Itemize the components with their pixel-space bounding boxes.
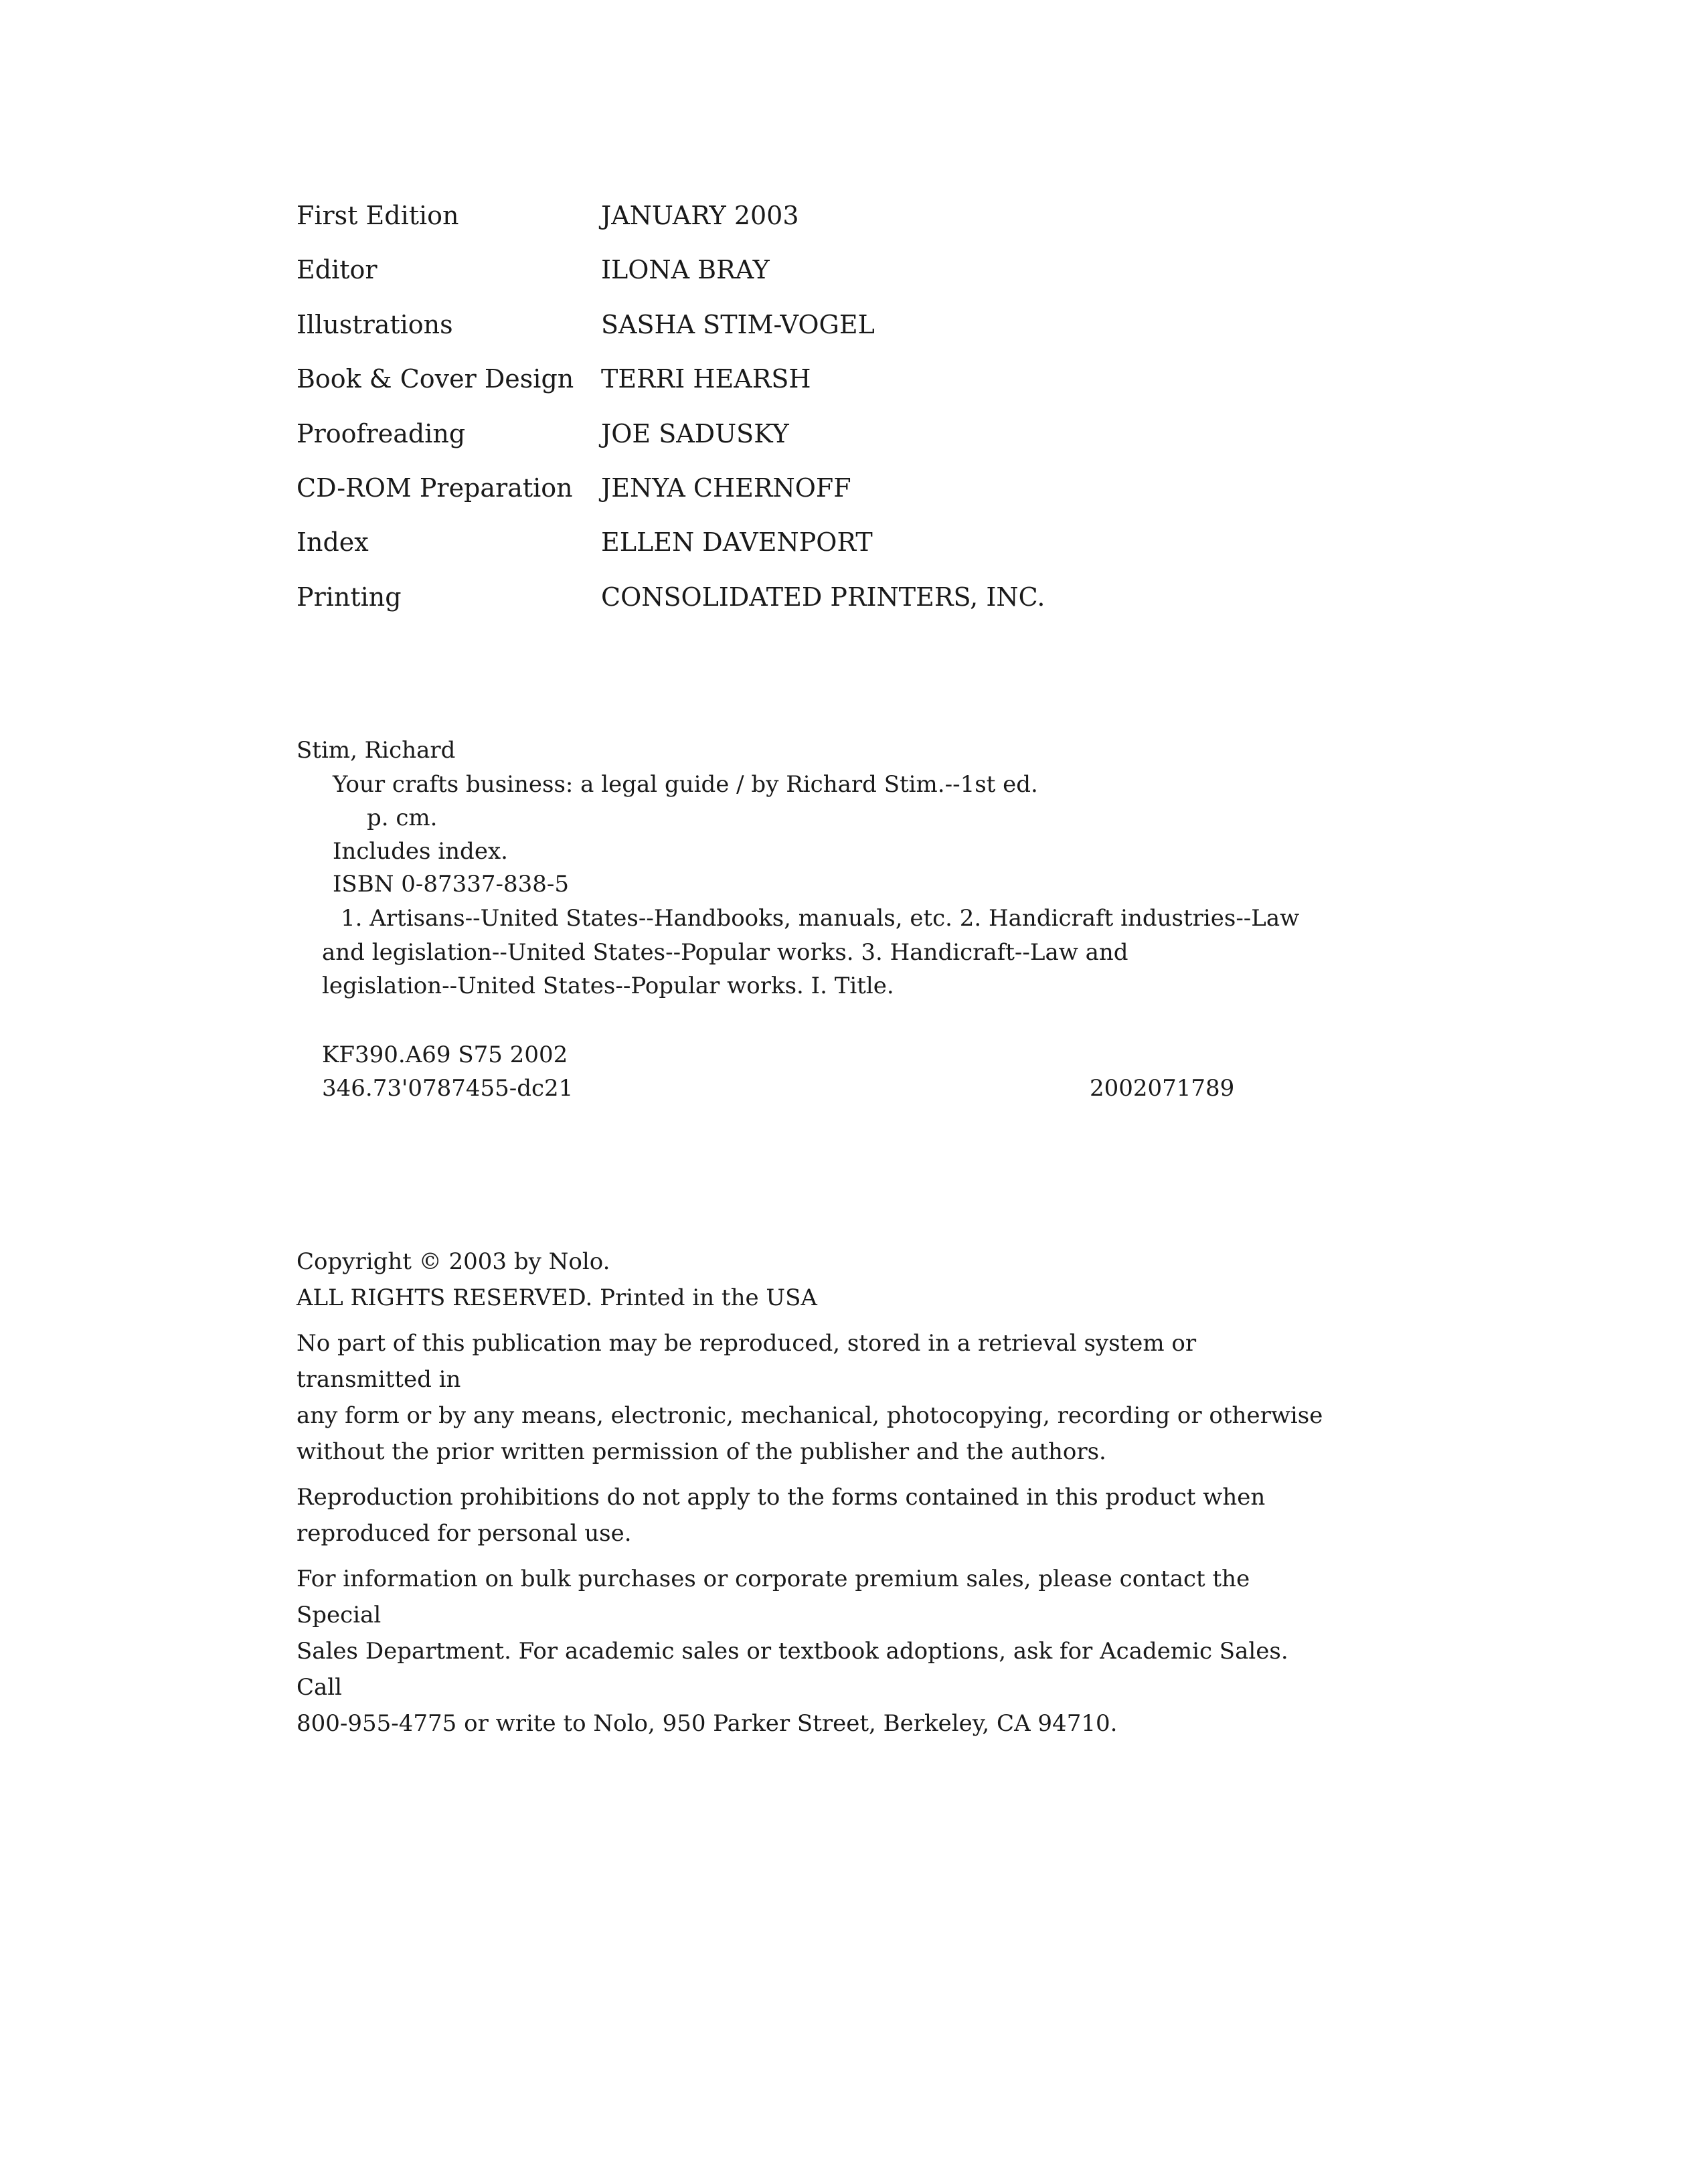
paragraph-line: reproduced for personal use. [297,1520,632,1547]
credit-label: Editor [297,255,377,285]
catalog-title: Your crafts business: a legal guide / by Richard Stim.--1st ed. [333,771,1038,798]
rights-line: ALL RIGHTS RESERVED. Printed in the USA [297,1284,817,1311]
credit-label: Book & Cover Design [297,364,574,394]
catalog-subjects: legislation--United States--Popular works. I. Title. [322,973,894,999]
catalog-author: Stim, Richard [297,737,456,764]
paragraph-line: any form or by any means, electronic, mechanical, photocopying, recording or otherwise [297,1402,1323,1429]
copyright-notice [297,1244,1327,1742]
catalog-includes: Includes index. [333,838,508,865]
credit-row [297,196,1234,250]
credit-label: First Edition [297,201,459,230]
paragraph-line: Sales Department. For academic sales or textbook adoptions, ask for Academic Sales. Call [297,1638,1288,1701]
paragraph-line: without the prior written permission of the publisher and the authors. [297,1438,1106,1465]
credit-label: CD-ROM Preparation [297,473,573,503]
credit-row [297,414,1234,469]
paragraph-line: Reproduction prohibitions do not apply to the forms contained in this product when [297,1484,1266,1511]
bulk-sales-paragraph [297,1561,1327,1742]
credit-row [297,578,1234,632]
copyright-line: Copyright © 2003 by Nolo. [297,1248,610,1275]
reproduction-paragraph [297,1325,1327,1470]
credit-row [297,359,1234,414]
credits-table [297,196,1234,632]
credit-label: Index [297,527,369,558]
credit-value: JENYA CHERNOFF [601,473,851,503]
credit-label: Proofreading [297,418,466,448]
credit-value: JOE SADUSKY [601,418,789,448]
catalog-dewey: 346.73'0787455-dc21 [322,1075,574,1102]
catalog-isbn: ISBN 0-87337-838-5 [333,871,570,898]
credit-label: Illustrations [297,309,453,339]
credit-value: SASHA STIM-VOGEL [601,309,875,339]
credit-value: ELLEN DAVENPORT [601,527,873,558]
credit-value: JANUARY 2003 [601,201,799,230]
catalog-lccn: 2002071789 [1090,1075,1235,1102]
credit-row [297,523,1234,577]
credit-value: TERRI HEARSH [601,364,811,394]
credit-label: Printing [297,582,402,612]
credit-row [297,250,1234,305]
credit-value: CONSOLIDATED PRINTERS, INC. [601,582,1045,612]
prohibitions-paragraph [297,1479,1327,1551]
paragraph-line: No part of this publication may be reproduced, stored in a retrieval system or transmitted in [297,1330,1197,1393]
credit-row [297,305,1234,359]
catalog-subjects: 1. Artisans--United States--Handbooks, manuals, etc. 2. Handicraft industries--Law [341,905,1300,932]
catalog-lc-class: KF390.A69 S75 2002 [322,1041,568,1068]
catalog-subjects: and legislation--United States--Popular works. 3. Handicraft--Law and [322,939,1128,966]
paragraph-line: 800-955-4775 or write to Nolo, 950 Parker Street, Berkeley, CA 94710. [297,1710,1118,1737]
credit-row [297,469,1234,523]
credit-value: ILONA BRAY [601,255,770,285]
paragraph-line: For information on bulk purchases or corporate premium sales, please contact the Special [297,1566,1250,1628]
catalog-pagination: p. cm. [367,805,438,831]
